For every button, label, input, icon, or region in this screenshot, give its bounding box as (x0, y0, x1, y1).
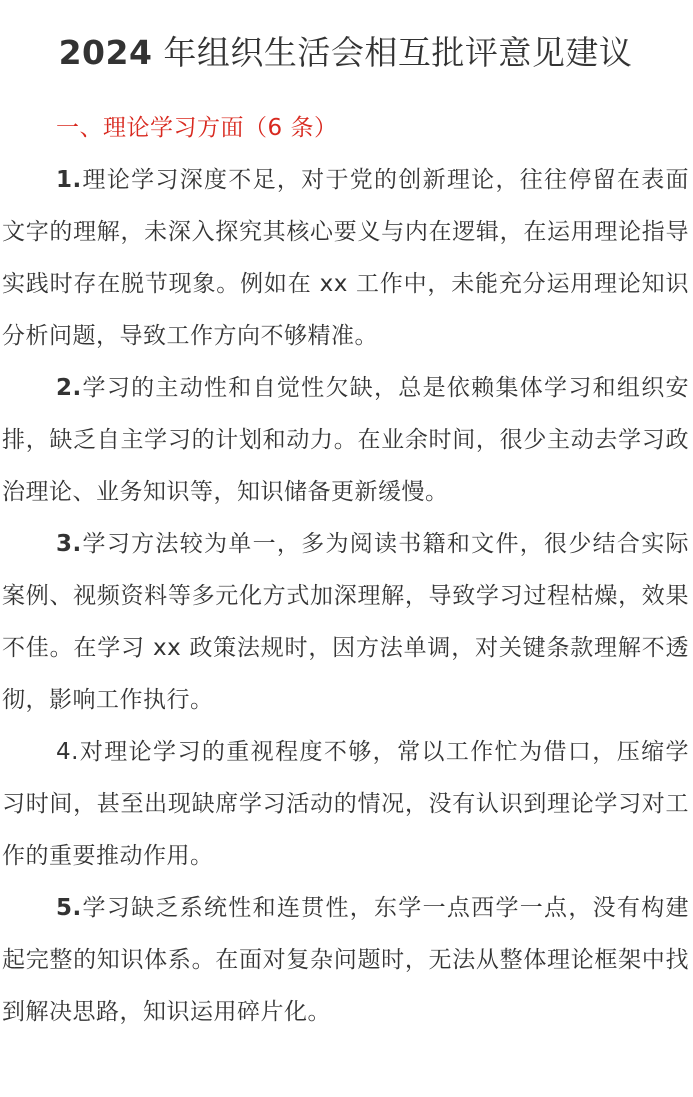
title-text: 年组织生活会相互批评意见建议 (152, 33, 633, 72)
title-year: 2024 (58, 33, 153, 72)
item-number: 4. (56, 739, 79, 765)
item-text: 学习的主动性和自觉性欠缺，总是依赖集体学习和组织安排，缺乏自主学习的计划和动力。在业余时间，很少主动去学习政治理论、业务知识等，知识储备更新缓慢。 (2, 375, 689, 505)
paragraph-item-4 (2, 726, 689, 882)
item-text: 学习方法较为单一，多为阅读书籍和文件，很少结合实际案例、视频资料等多元化方式加深理解，导致学习过程枯燥，效果不佳。在学习 xx 政策法规时，因方法单调，对关键条款理解不透彻，影响工作执行。 (2, 531, 689, 713)
item-text: 对理论学习的重视程度不够，常以工作忙为借口，压缩学习时间，甚至出现缺席学习活动的情况，没有认识到理论学习对工作的重要推动作用。 (2, 739, 689, 869)
item-number: 5. (56, 895, 82, 921)
item-number: 2. (56, 375, 82, 401)
item-number: 3. (56, 531, 82, 557)
item-number: 1. (56, 167, 82, 193)
paragraph-item-1 (2, 154, 689, 362)
paragraph-item-2 (2, 362, 689, 518)
paragraph-item-3 (2, 518, 689, 726)
section-heading: 一、理论学习方面（6 条） (56, 115, 338, 141)
document-title (2, 30, 689, 76)
item-text: 学习缺乏系统性和连贯性，东学一点西学一点，没有构建起完整的知识体系。在面对复杂问题时，无法从整体理论框架中找到解决思路，知识运用碎片化。 (2, 895, 689, 1025)
paragraph-item-5 (2, 882, 689, 1038)
item-text: 理论学习深度不足，对于党的创新理论，往往停留在表面文字的理解，未深入探究其核心要义与内在逻辑，在运用理论指导实践时存在脱节现象。例如在 xx 工作中，未能充分运用理论知识分析问题，导致工作方向不够精准。 (2, 167, 689, 349)
